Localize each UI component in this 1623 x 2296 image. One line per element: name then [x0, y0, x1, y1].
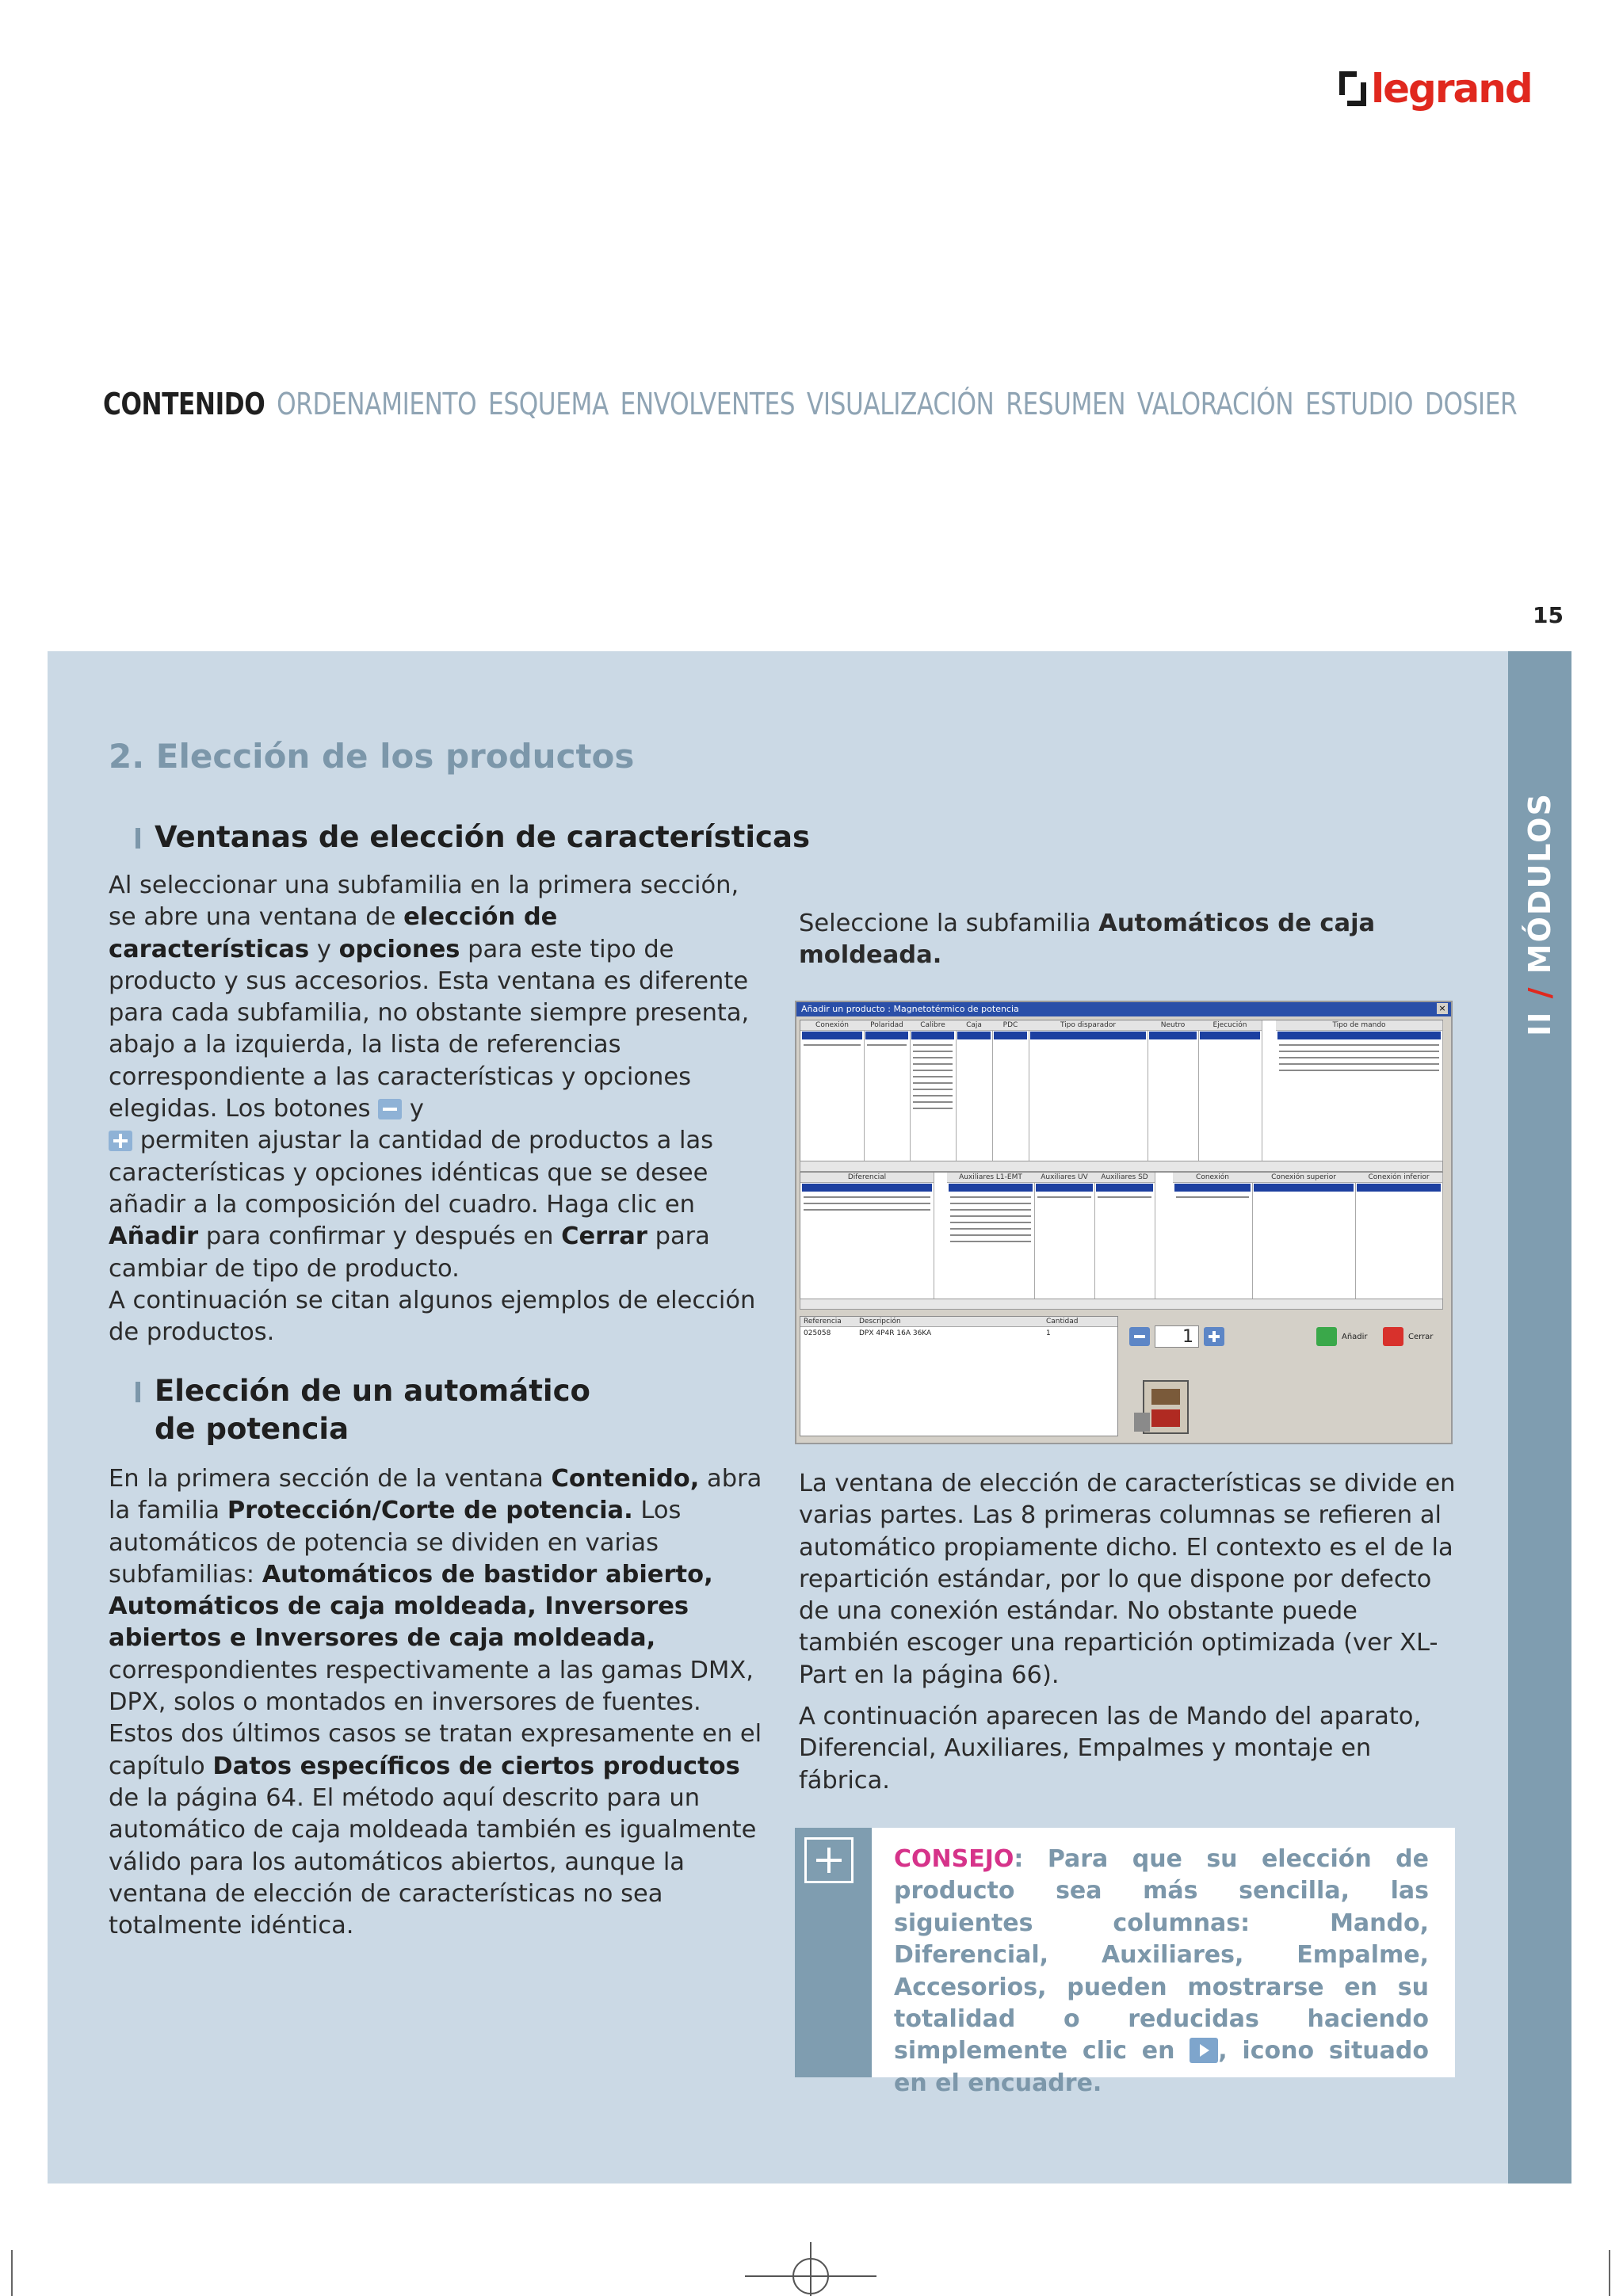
legrand-wordmark: legrand — [1371, 66, 1532, 112]
chapter-slash: / — [1522, 986, 1557, 999]
plus-button-icon — [109, 1131, 132, 1151]
nav-item-dosier[interactable]: DOSIER — [1424, 387, 1518, 421]
nav-item-contenido[interactable]: CONTENIDO — [103, 387, 265, 421]
close-icon[interactable]: × — [1437, 1003, 1448, 1014]
tip-text: CONSEJO: Para que su elección de producto sea más sencilla, las siguientes columnas: Mando, Diferencial, Auxiliares, Empalme, Accesorios, pueden mostrarse en su totalidad o reducidas haciendo simplemente clic en , icono situado en el encuadre. — [894, 1845, 1429, 2097]
chapter-number: II — [1522, 1010, 1557, 1036]
nav-item-estudio[interactable]: ESTUDIO — [1304, 387, 1414, 421]
subsection-title-automatico: Elección de un automático de potencia — [155, 1372, 590, 1448]
paragraph-ventanas: Al seleccionar una subfamilia en la primera sección, se abre una ventana de elección de características y opciones para este tipo de producto y sus accesorios. Esta ventana es diferente para cada subfamilia, no obstante siempre presenta, abajo a la izquierda, la lista de referencias correspondiente a las características y opciones elegidas. Los botones y permiten ajustar la cantidad de productos a las características y opciones idénticas que se desee añadir a la composición del cuadro. Haga clic en Añadir para confirmar y después en Cerrar para cambiar de tipo de producto. A continuación se citan algunos ejemplos de elección de productos. — [109, 871, 756, 1347]
nav-item-visualizacion[interactable]: VISUALIZACIÓN — [806, 387, 995, 421]
tip-box — [795, 1828, 1455, 2097]
characteristics-grid-top: Conexión Polaridad Calibre Caja PDC Tipo disparador Neutro Ejecución Tipo de mando — [800, 1020, 1443, 1162]
reference-row[interactable]: 025058 DPX 4P4R 16A 36KA 1 — [804, 1329, 1051, 1337]
characteristics-grid-bottom: Diferencial Auxiliares L1-EMT Auxiliares UV Auxiliares SD Conexión Conexión superior Conexión inferior — [800, 1172, 1443, 1300]
circuit-breaker-icon — [1129, 1376, 1201, 1440]
nav-item-esquema[interactable]: ESQUEMA — [488, 387, 609, 421]
nav-item-resumen[interactable]: RESUMEN — [1006, 387, 1126, 421]
paragraph-automatico: En la primera sección de la ventana Contenido, abra la familia Protección/Corte de potencia. Los automáticos de potencia se dividen en varias subfamilias: Automáticos de bastidor abierto, Automáticos de caja moldeada, Inversores abiertos e Inversores de caja moldeada, correspondientes respectivamente a las gamas DMX, DPX, solos o montados en inversores de fuentes. Estos dos últimos casos se tratan expresamente en el capítulo Datos específicos de ciertos productos de la página 64. El método aquí descrito para un automático de caja moldeada también es igualmente válido para los automáticos abiertos, aunque la ventana de elección de características no sea totalmente idéntica. — [109, 1465, 762, 1940]
legrand-mark-icon — [1339, 71, 1366, 106]
add-button-label[interactable]: Añadir — [1342, 1333, 1368, 1341]
horizontal-scrollbar[interactable] — [800, 1161, 1443, 1172]
legrand-logo — [1339, 63, 1532, 114]
decrease-quantity-button[interactable] — [1129, 1327, 1150, 1346]
tip-sidebar — [795, 1828, 872, 2077]
quantity-field[interactable]: 1 — [1155, 1325, 1199, 1348]
crop-mark — [1609, 2250, 1610, 2296]
close-button-label[interactable]: Cerrar — [1408, 1333, 1434, 1341]
product-selection-window — [795, 1001, 1453, 1444]
nav-item-ordenamiento[interactable]: ORDENAMIENTO — [277, 387, 477, 421]
subsection-title-ventanas: Ventanas de elección de características — [155, 818, 810, 856]
reference-list: Referencia Descripción Cantidad 025058 DPX 4P4R 16A 36KA 1 — [800, 1316, 1118, 1436]
chapter-title: MÓDULOS — [1522, 792, 1557, 974]
window-title: Añadir un producto : Magnetotérmico de potencia — [801, 1004, 1019, 1014]
paragraph-ventana-partes: La ventana de elección de características se divide en varias partes. Las 8 primeras columnas se refieren al automático propiamente dicho. El contexto es el de la repartición estándar, por lo que dispone por defecto de una conexión estándar. No obstante puede también escoger una repartición optimizada (ver XL-Part en la página 66). — [799, 1470, 1456, 1689]
minus-button-icon — [378, 1099, 402, 1119]
page-number: 15 — [1533, 602, 1564, 628]
section-title: 2. Elección de los productos — [109, 737, 635, 776]
horizontal-scrollbar-bottom[interactable] — [800, 1299, 1443, 1310]
nav-item-valoracion[interactable]: VALORACIÓN — [1136, 387, 1294, 421]
registration-line — [810, 2242, 812, 2296]
window-titlebar — [796, 1002, 1451, 1016]
expand-columns-icon — [1190, 2038, 1218, 2063]
increase-quantity-button[interactable] — [1204, 1327, 1224, 1346]
nav-item-envolventes[interactable]: ENVOLVENTES — [620, 387, 796, 421]
check-icon[interactable] — [1316, 1327, 1337, 1346]
chapter-label — [1522, 788, 1557, 1041]
plus-icon — [804, 1837, 854, 1883]
crop-mark — [11, 2250, 13, 2296]
intro-subfamilia: Seleccione la subfamilia Automáticos de caja moldeada. — [799, 910, 1376, 970]
cancel-icon[interactable] — [1383, 1327, 1403, 1346]
section-nav — [103, 387, 1517, 421]
paragraph-mando: A continuación aparecen las de Mando del aparato, Diferencial, Auxiliares, Empalmes y montaje en fábrica. — [799, 1703, 1422, 1794]
chapter-sidebar — [1508, 651, 1571, 2183]
